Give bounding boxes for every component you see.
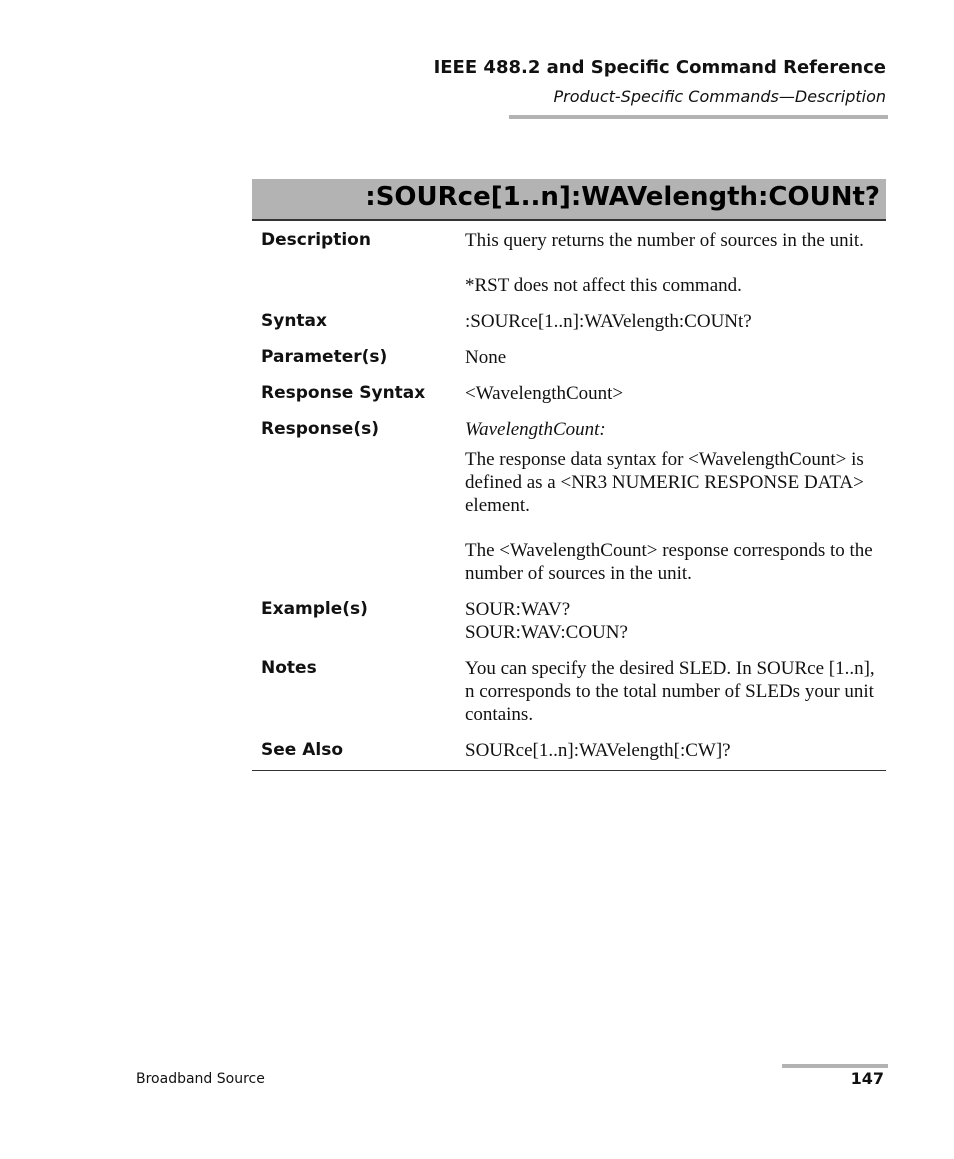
row-label: Response Syntax: [261, 383, 426, 403]
command-title-bar: [252, 179, 886, 221]
row-see-also: [252, 730, 886, 770]
syntax-value: :SOURce[1..n]:WAVelength:COUNt?: [465, 311, 752, 332]
response-text: The response data syntax for <WavelengthCount> is defined as a <NR3 NUMERIC RESPONSE DATA> element.: [465, 449, 864, 516]
row-responses: [252, 409, 886, 589]
command-title: :SOURce[1..n]:WAVelength:COUNt?: [365, 182, 880, 212]
example-line: SOUR:WAV?: [465, 599, 571, 620]
notes-value: You can specify the desired SLED. In SOURce [1..n], n corresponds to the total number of SLEDs your unit contains.: [465, 658, 875, 725]
response-syntax-value: <WavelengthCount>: [465, 383, 624, 404]
row-description: [252, 221, 886, 301]
running-header-subtitle: Product-Specific Commands—Description: [553, 87, 886, 106]
row-label: Response(s): [261, 419, 379, 439]
row-label: Notes: [261, 658, 317, 678]
command-table: [252, 221, 886, 771]
row-syntax: [252, 301, 886, 337]
footer-product-name: Broadband Source: [136, 1071, 265, 1087]
footer-rule: [782, 1064, 888, 1068]
parameters-value: None: [465, 347, 507, 368]
row-response-syntax: [252, 373, 886, 409]
row-notes: [252, 648, 886, 730]
page-number: 147: [850, 1069, 884, 1088]
example-line: SOUR:WAV:COUN?: [465, 622, 628, 643]
see-also-value: SOURce[1..n]:WAVelength[:CW]?: [465, 740, 731, 761]
row-label: Parameter(s): [261, 347, 388, 367]
running-header-title: IEEE 488.2 and Specific Command Reference: [433, 57, 886, 78]
header-rule: [509, 115, 888, 119]
row-parameters: [252, 337, 886, 373]
row-label: Syntax: [261, 311, 327, 331]
description-text: This query returns the number of sources in the unit.: [465, 230, 864, 251]
rst-note: *RST does not affect this command.: [465, 275, 742, 296]
response-name: WavelengthCount:: [465, 419, 606, 440]
row-examples: [252, 589, 886, 648]
row-value: [456, 418, 886, 585]
response-text: The <WavelengthCount> response corresponds to the number of sources in the unit.: [465, 540, 873, 584]
row-label: Description: [261, 230, 371, 250]
row-label: See Also: [261, 740, 344, 760]
row-label: Example(s): [261, 599, 368, 619]
row-value: [456, 229, 886, 297]
row-value: [456, 598, 886, 644]
